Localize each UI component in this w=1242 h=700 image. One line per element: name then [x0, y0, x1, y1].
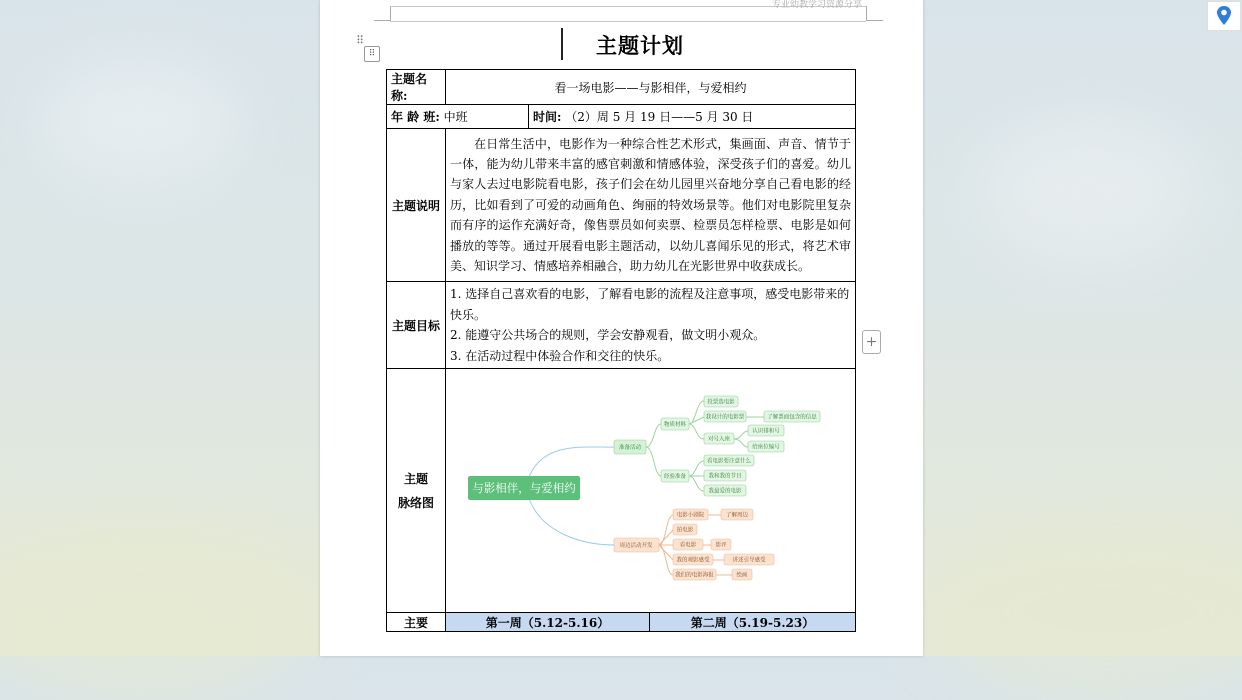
mindmap-edge	[659, 515, 673, 545]
mindmap-node-text: 给座位编号	[752, 444, 780, 450]
mindmap-node-text: 讲述引导感受	[732, 557, 766, 563]
goal-item: 3. 在活动过程中体验合作和交往的快乐。	[450, 348, 670, 363]
time-value: （2）周 5 月 19 日——5 月 30 日	[565, 110, 754, 124]
mindmap-node-text: 绘画	[736, 572, 748, 578]
mindmap-edge	[659, 530, 673, 545]
mindmap-node-text: 投票选电影	[707, 399, 735, 405]
mindmap-edge	[659, 545, 673, 575]
mindmap-node-text: 看电影	[679, 542, 697, 548]
mindmap-edge	[734, 439, 748, 447]
bottom-label: 主要	[387, 613, 446, 632]
class-cell[interactable]	[387, 105, 529, 129]
mindmap-node-text: 准备活动	[618, 444, 642, 451]
background-hill	[930, 520, 1242, 700]
mindmap-node-text: 我设计的电影票	[705, 414, 745, 420]
mindmap-node-text: 物质材料	[663, 421, 687, 428]
mindmap-edge	[528, 446, 614, 479]
mindmap-node-text: 对号入座	[707, 436, 731, 442]
mindmap-edge	[689, 424, 704, 439]
mindmap-edge	[528, 496, 614, 545]
week2-header[interactable]: 第二周（5.19-5.23）	[650, 613, 856, 632]
mindmap-node-text: 了解票面包含的信息	[767, 414, 817, 420]
mindmap-edge	[689, 461, 704, 476]
theme-name-label: 主题名称:	[387, 70, 446, 105]
mindmap-edge	[689, 417, 704, 424]
mindmap-node-text: 我最爱的电影	[708, 488, 742, 494]
location-pin-icon	[1208, 2, 1240, 30]
time-cell[interactable]	[529, 105, 856, 129]
header-running-text: 专业幼教学习资源分享	[771, 0, 862, 10]
desc-label: 主题说明	[387, 129, 446, 282]
mindmap-node-text: 认识排和号	[752, 428, 780, 434]
goal-item: 1. 选择自己喜欢看的电影，了解看电影的流程及注意事项，感受电影带来的快乐。	[450, 287, 850, 322]
plus-icon[interactable]: +	[862, 330, 881, 354]
drag-handle-icon[interactable]: ⠿	[356, 34, 364, 47]
mindmap-node-text: 周边活动开发	[619, 542, 653, 549]
margin-corner-left	[374, 6, 391, 21]
location-button[interactable]	[1207, 1, 1241, 31]
page-header	[390, 0, 866, 22]
goal-item: 2. 能遵守公共场合的规则，学会安静观看，做文明小观众。	[450, 328, 766, 342]
mindmap-node-text: 影评	[715, 542, 727, 548]
mindmap-edge	[734, 431, 748, 439]
class-label: 年 龄 班:	[391, 110, 440, 124]
mindmap-edge	[646, 447, 661, 476]
table-move-icon[interactable]: ⠿	[364, 46, 380, 62]
mindmap-node-text: 看电影要注意什么	[706, 458, 752, 464]
mindmap-edge	[646, 424, 661, 447]
map-label-line-2: 脉络图	[397, 495, 434, 510]
mindmap-node-text: 我的观影感受	[676, 557, 710, 563]
mindmap-cell[interactable]	[446, 369, 856, 613]
theme-name-value[interactable]: 看一场电影——与影相伴，与爱相约	[446, 70, 856, 105]
margin-corner-right	[866, 6, 883, 21]
background-cloud	[40, 60, 240, 180]
time-label: 时间:	[533, 110, 562, 124]
background-hill	[0, 520, 320, 700]
class-value: 中班	[443, 110, 468, 124]
desc-text[interactable]: 在日常生活中，电影作为一种综合性艺术形式，集画面、声音、情节于一体，能为幼儿带来丰富的感官刺激和情感体验，深受孩子们的喜爱。幼儿与家人去过电影院看电影，孩子们会在幼儿园里兴奋地分享自己看电影的经历，比如看到了可爱的动画角色、绚丽的特效场景等。他们对电影院里复杂而有序的运作充满好奇，像售票员如何卖票、检票员怎样检票、电影是如何播放的等等。通过开展看电影主题活动，以幼儿喜闻乐见的形式，将艺术审美、知识学习、情感培养相融合，助力幼儿在光影世界中收获成长。	[446, 129, 856, 282]
map-label	[387, 369, 446, 613]
mindmap-root-text: 与影相伴，与爱相约	[472, 480, 576, 495]
mindmap-diagram	[446, 370, 852, 612]
mindmap-edge	[659, 545, 673, 560]
mindmap-edge	[689, 476, 704, 491]
map-label-line-1: 主题	[403, 471, 428, 486]
mindmap-node-text: 拍电影	[676, 527, 694, 533]
page-title: 主题计划	[596, 33, 684, 58]
week1-header[interactable]: 第一周（5.12-5.16）	[446, 613, 650, 632]
background-cloud	[980, 120, 1200, 260]
goal-label: 主题目标	[387, 282, 446, 369]
plan-table	[386, 69, 856, 632]
goal-list[interactable]	[446, 282, 856, 369]
mindmap-node-text: 经验准备	[663, 473, 687, 480]
document-page[interactable]	[320, 0, 923, 656]
mindmap-node-text: 了解周边	[725, 512, 749, 518]
mindmap-node-text: 电影小剧院	[676, 512, 705, 518]
mindmap-node-text: 我们的电影海报	[675, 572, 714, 578]
mindmap-node-text: 我和我的节目	[708, 473, 742, 479]
